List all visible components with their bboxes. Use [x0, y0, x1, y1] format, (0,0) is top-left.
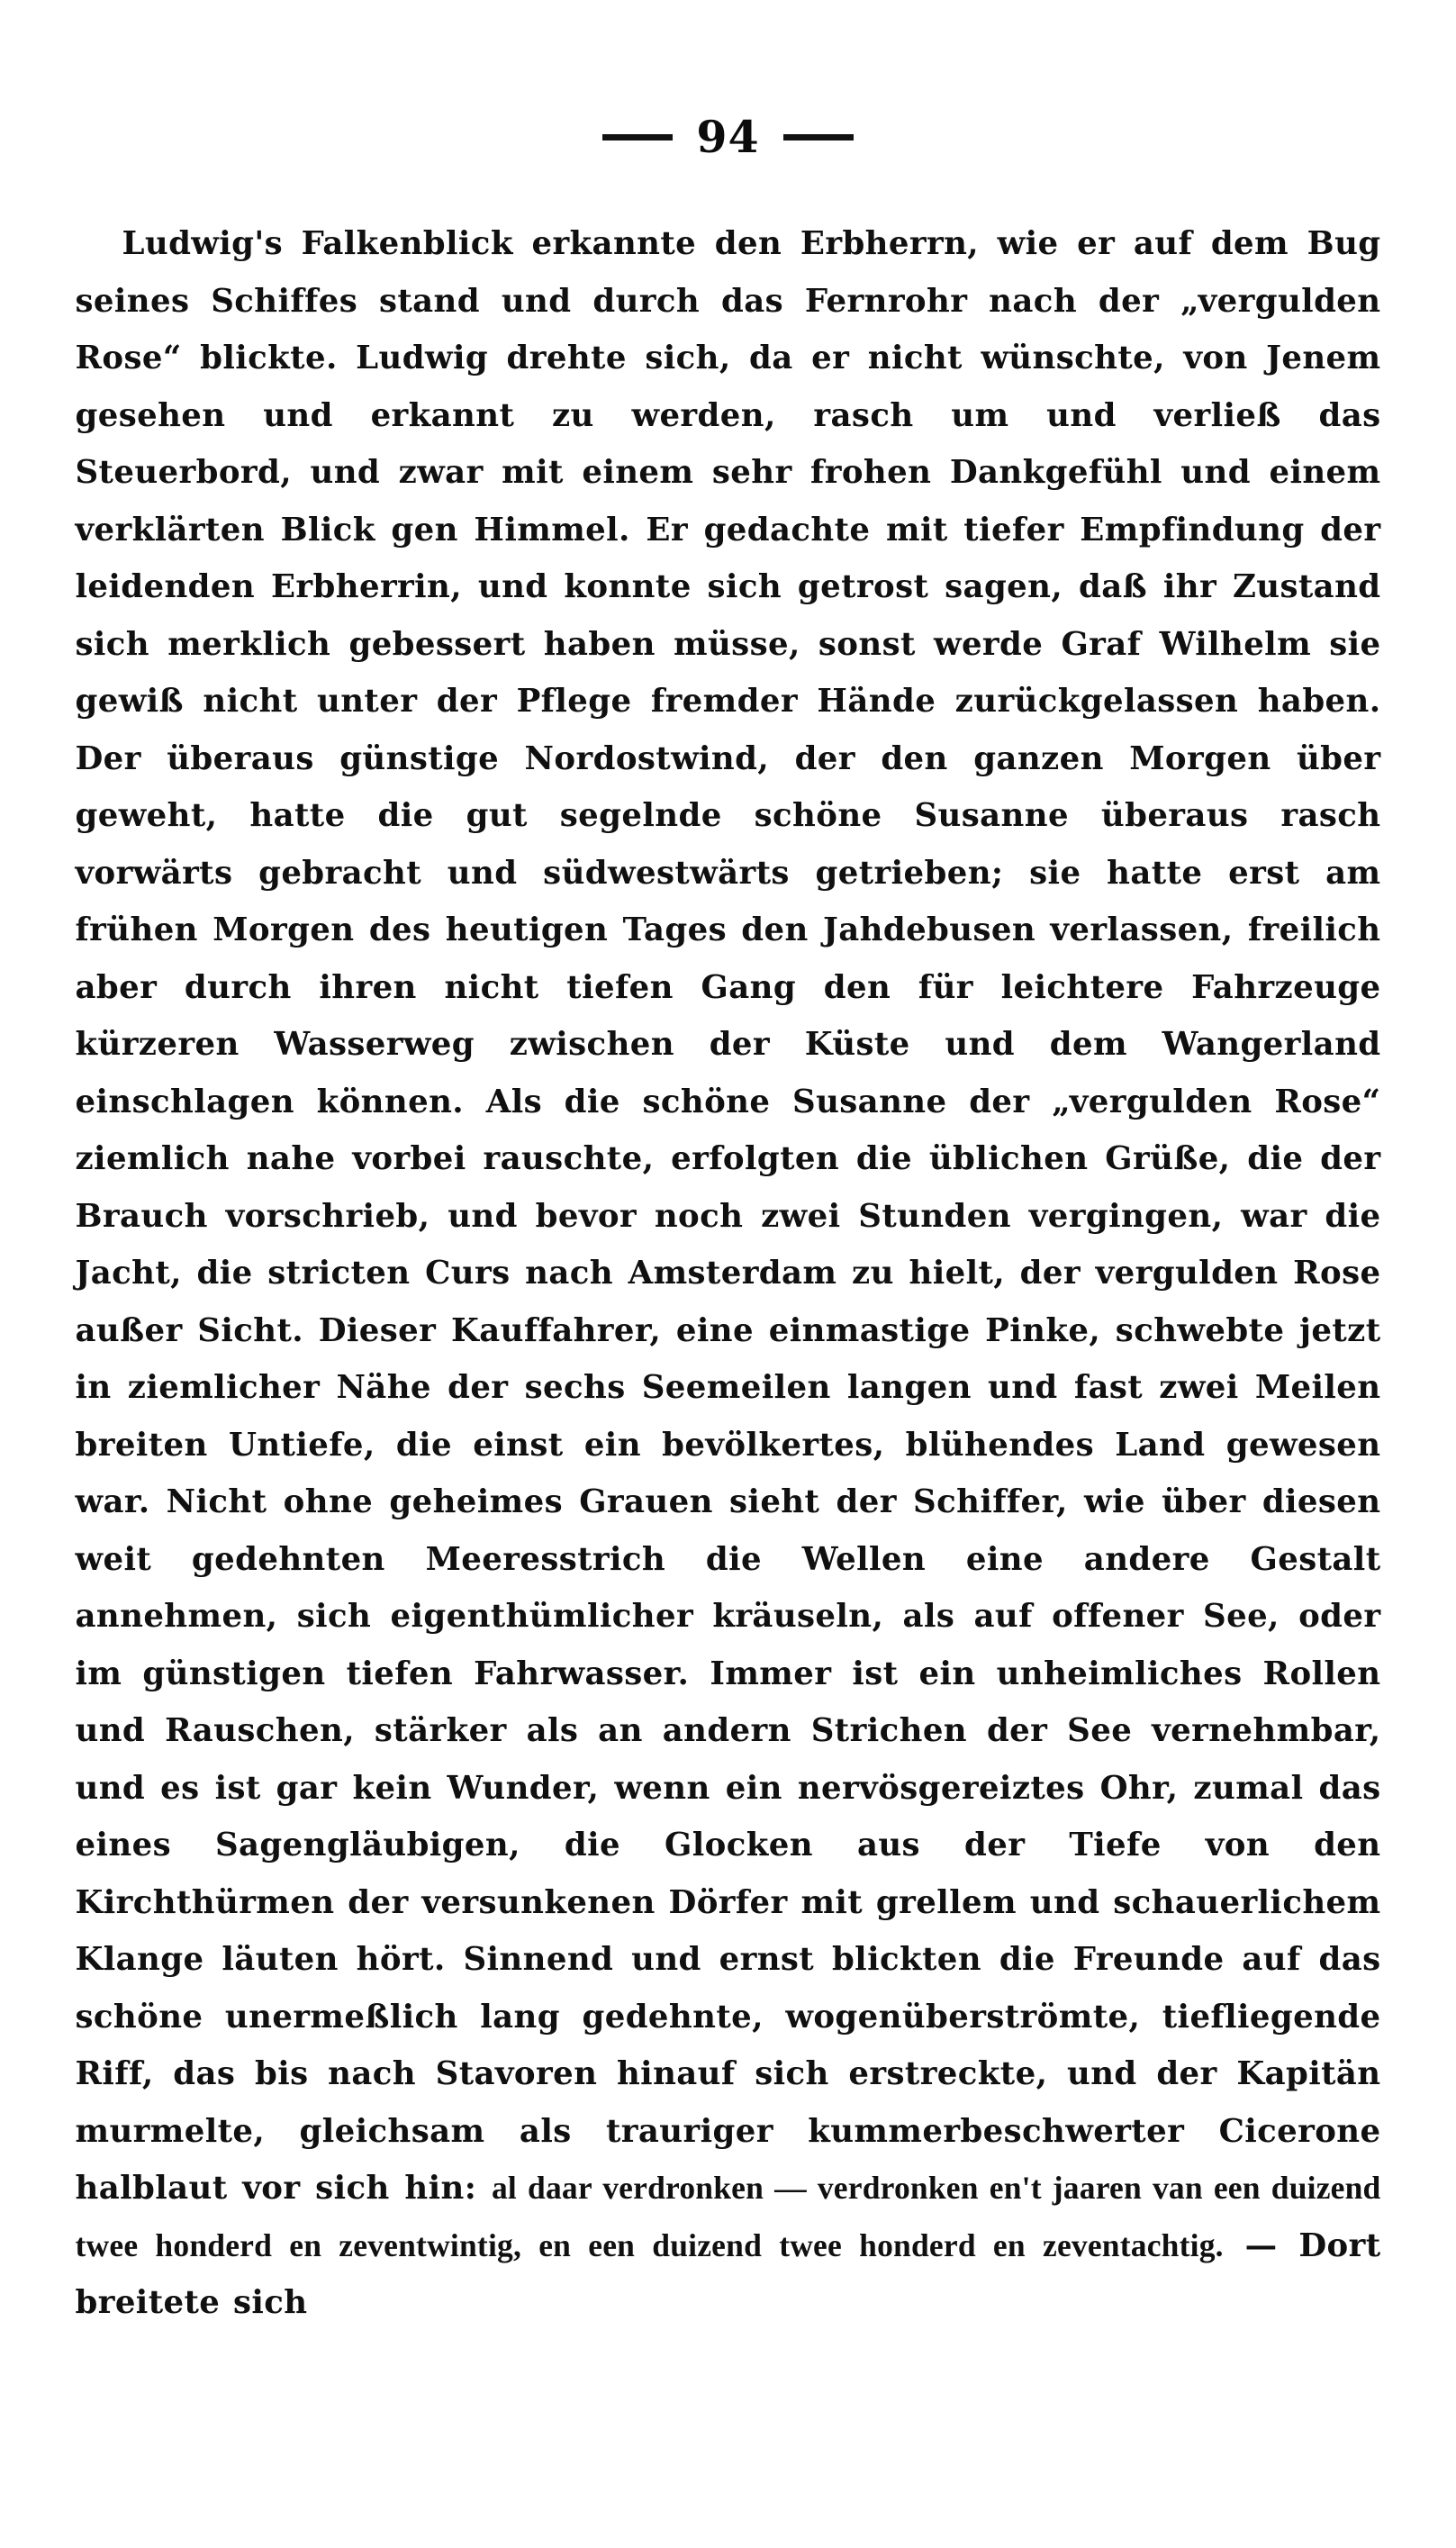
page-number: 94 [696, 111, 760, 163]
paragraph-text-fraktur-lead: Ludwig's Falkenblick erkannte den Erbherrn, wie er auf dem Bug seines Schiffes stand und durch das Fernrohr nach der „vergulden Rose“ blickte. Ludwig drehte sich, da er nicht wünschte, von Jenem gesehen und erkannt zu werden, rasch um und verließ das Steuerbord, und zwar mit einem sehr frohen Dankgefühl und einem verklärten Blick gen Himmel. Er gedachte mit tiefer Empfindung der leidenden Erbherrin, und konnte sich getrost sagen, daß ihr Zustand sich merklich gebessert haben müsse, sonst werde Graf Wilhelm sie gewiß nicht unter der Pflege fremder Hände zurückgelassen haben. Der überaus günstige Nordostwind, der den ganzen Morgen über geweht, hatte die gut segelnde schöne Susanne überaus rasch vorwärts gebracht und südwestwärts getrieben; sie hatte erst am frühen Morgen des heutigen Tages den Jahdebusen verlassen, freilich aber durch ihren nicht tiefen Gang den für leichtere Fahrzeuge kürzeren Wasserweg zwischen der Küste und dem Wangerland einschlagen können. Als die schöne Susanne der „vergulden Rose“ ziemlich nahe vorbei rauschte, erfolgten die üblichen Grüße, die der Brauch vorschrieb, und bevor noch zwei Stunden vergingen, war die Jacht, die stricten Curs nach Amsterdam zu hielt, der vergulden Rose außer Sicht. Dieser Kauffahrer, eine einmastige Pinke, schwebte jetzt in ziemlicher Nähe der sechs Seemeilen langen und fast zwei Meilen breiten Untiefe, die einst ein bevölkertes, blühendes Land gewesen war. Nicht ohne geheimes Grauen sieht der Schiffer, wie über diesen weit gedehnten Meeresstrich die Wellen eine andere Gestalt annehmen, sich eigenthümlicher kräuseln, als auf offener See, oder im günstigen tiefen Fahrwasser. Immer ist ein unheimliches Rollen und Rauschen, stärker als an andern Strichen der See vernehmbar, und es ist gar kein Wunder, wenn ein nervösgereiztes Ohr, zumal das eines Sagengläubigen, die Glocken aus der Tiefe von den Kirchthürmen der versunkenen Dörfer mit grellem und schauerlichem Klange läuten hört. Sinnend und ernst blickten die Freunde auf das schöne unermeßlich lang gedehnte, wogenüberströmte, tiefliegende Riff, das bis nach Stavoren hinauf sich erstreckte, und der Kapitän murmelte, gleichsam als trauriger kummerbeschwerter Cicerone halblaut vor sich hin: [75, 225, 1381, 2207]
paragraph-text-fraktur-tail: — Dort breitete sich [75, 2226, 1381, 2321]
quotation-dutch-roman: al daar verdronken — verdronken en't jaaren van een duizend twee honderd en zeventwintig, en een duizend twee honderd en zeventachtig. [75, 2170, 1381, 2263]
header-rule-left [602, 134, 673, 141]
header-rule-right [783, 134, 854, 141]
page-header [0, 111, 1456, 163]
body-paragraph [76, 215, 1381, 2332]
